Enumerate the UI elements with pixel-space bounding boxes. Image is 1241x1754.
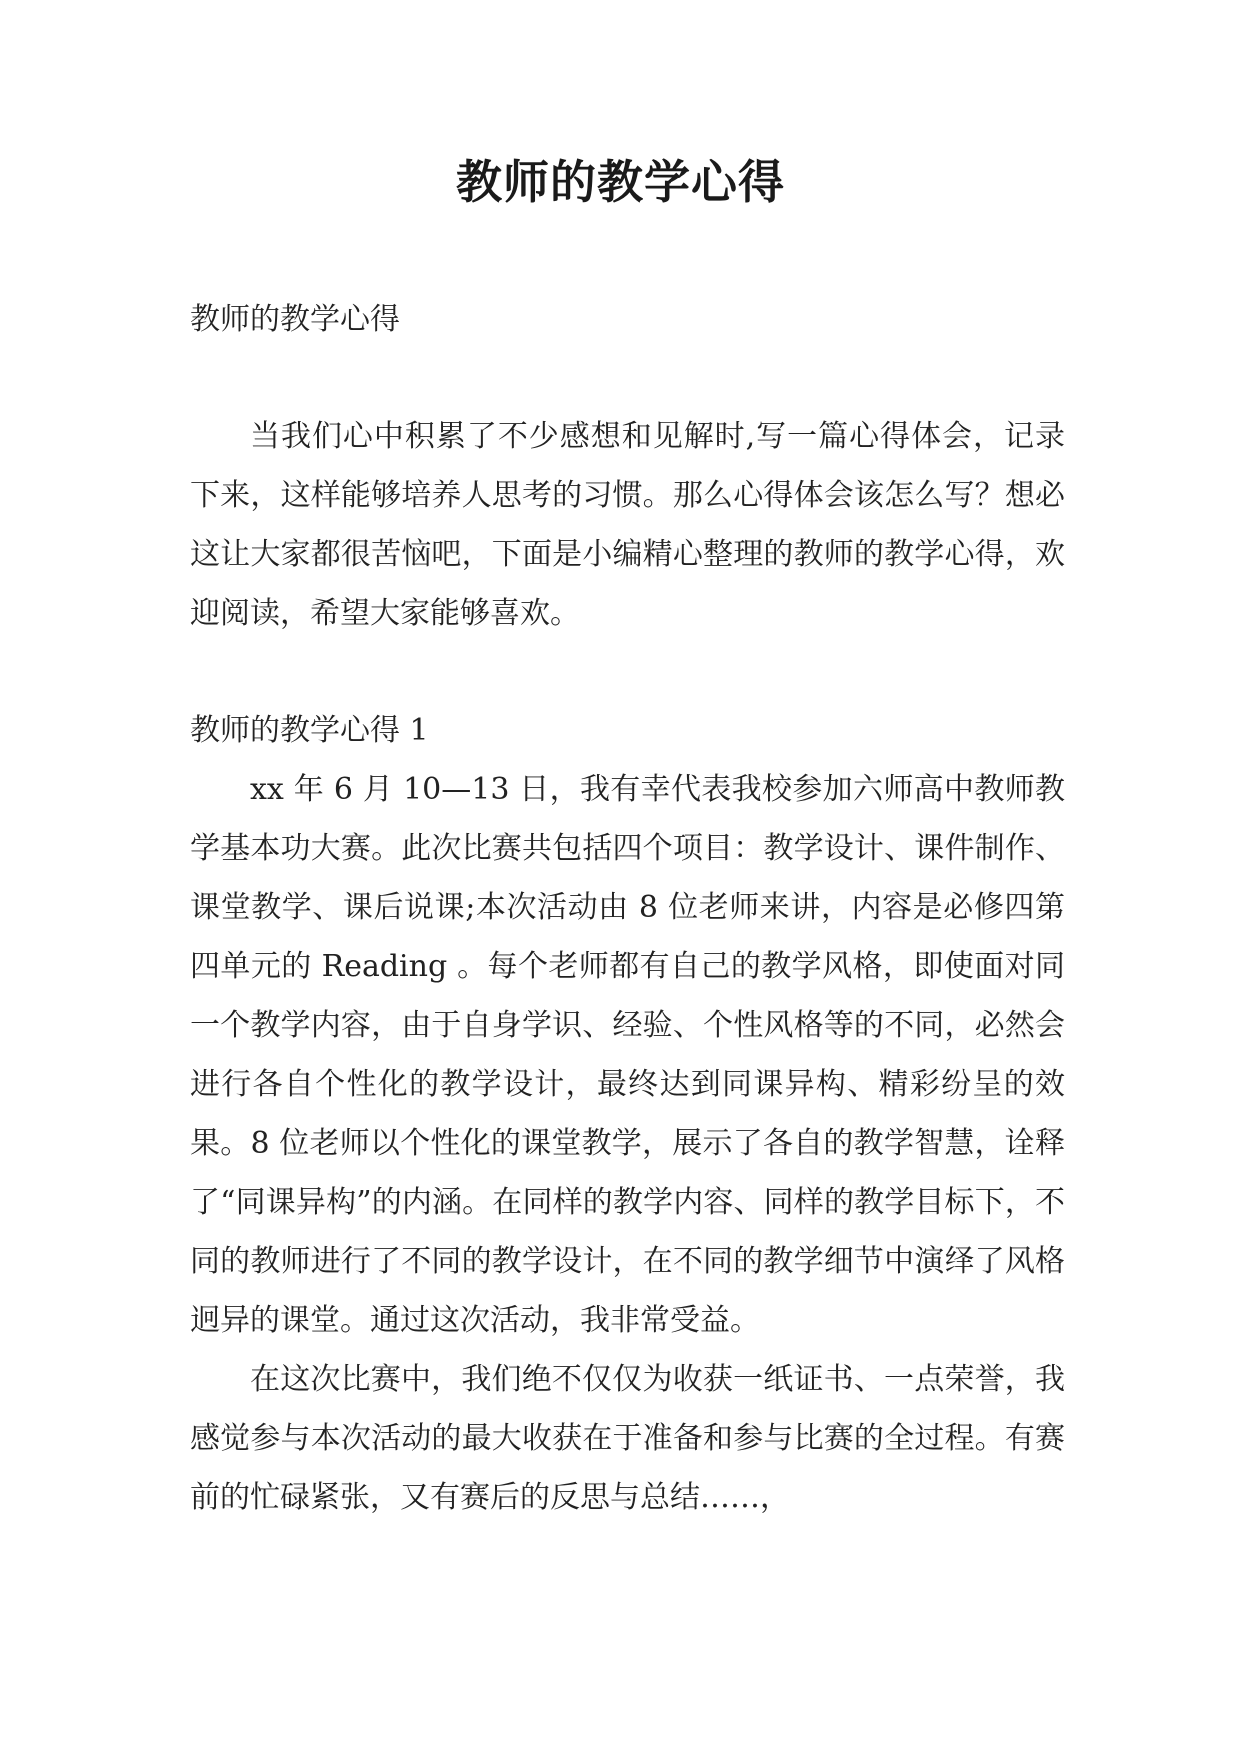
document-title: 教师的教学心得 (456, 155, 785, 209)
intro-paragraph: 当我们心中积累了不少感想和见解时,写一篇心得体会，记录下来，这样能够培养人思考的习惯。那么心得体会该怎么写？想必这让大家都很苦恼吧，下面是小编精心整理的教师的教学心得，欢迎阅读，希望大家能够喜欢。 (190, 419, 1065, 631)
spacer (190, 643, 1065, 701)
section-heading: 教师的教学心得 1 (190, 713, 429, 748)
body-paragraph: 在这次比赛中，我们绝不仅仅为收获一纸证书、一点荣誉，我感觉参与本次活动的最大收获在于准备和参与比赛的全过程。有赛前的忙碌紧张，又有赛后的反思与总结……， (190, 1362, 1065, 1515)
document-body (190, 290, 1065, 1527)
spacer (190, 349, 1065, 407)
document-subtitle: 教师的教学心得 (190, 302, 400, 337)
body-paragraph: xx 年 6 月 10—13 日，我有幸代表我校参加六师高中教师教学基本功大赛。此次比赛共包括四个项目：教学设计、课件制作、课堂教学、课后说课;本次活动由 8 位老师来讲，内容是必修四第四单元的 Reading 。每个老师都有自己的教学风格，即使面对同一个教学内容，由于自身学识、经验、个性风格等的不同，必然会进行各自个性化的教学设计，最终达到同课异构、精彩纷呈的效果。8 位老师以个性化的课堂教学，展示了各自的教学智慧，诠释了“同课异构”的内涵。在同样的教学内容、同样的教学目标下，不同的教师进行了不同的教学设计，在不同的教学细节中演绎了风格迥异的课堂。通过这次活动，我非常受益。 (190, 772, 1065, 1338)
